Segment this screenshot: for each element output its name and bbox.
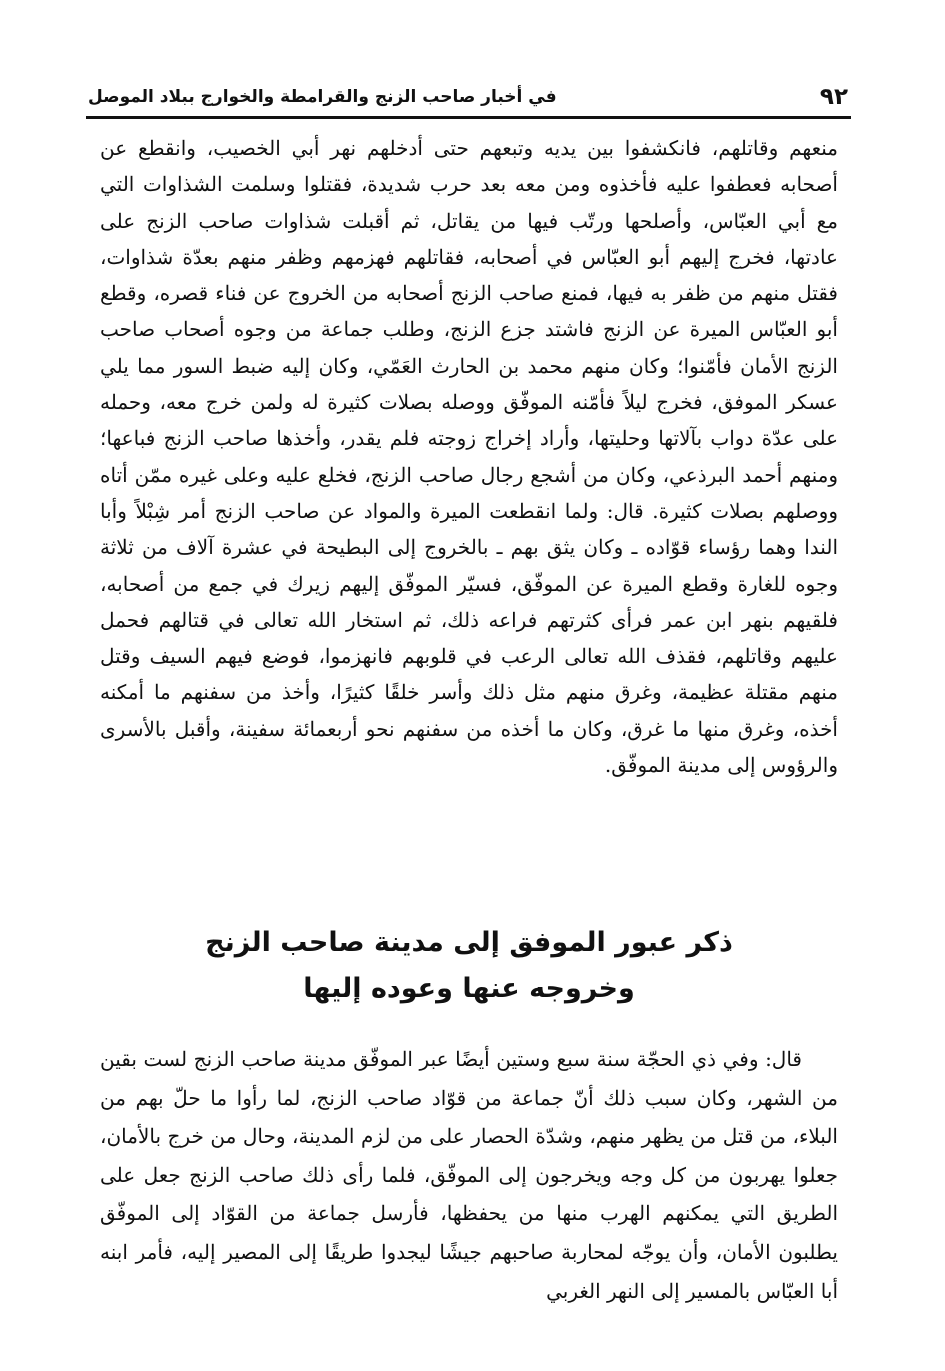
page-number: ٩٢ bbox=[819, 84, 848, 110]
section-heading-line-2: وخروجه عنها وعوده إليها bbox=[303, 973, 635, 1004]
body-paragraph-1: منعهم وقاتلهم، فانكشفوا بين يديه وتبعهم حتى أدخلهم نهر أبي الخصيب، وانقطع عن أصحابه فعطفوا عليه فأخذوه ومن معه بعد حرب شديدة، فقتلوا وسلمت الشذاوات التي مع أبي العبّاس، وأصلحها ورتّب فيها من يقاتل، ثم أقبلت شذاوات صاحب الزنج على عادتها، فخرج إليهم أبو العبّاس في أصحابه، فقاتلهم فهزمهم وظفر منهم بعدّة شذاوات، فقتل منهم من ظفر به فيها، فمنع صاحب الزنج أصحابه من الخروج عن فناء قصره، وقطع أبو العبّاس الميرة عن الزنج فاشتد جزع الزنج، وطلب جماعة من وجوه أصحاب صاحب الزنج الأمان فأمّنوا؛ وكان منهم محمد بن الحارث العَمّي، وكان إليه ضبط السور مما يلي عسكر الموفق، فخرج ليلاً فأمّنه الموفّق ووصله بصلات كثيرة له ولمن خرج معه، وحمله على عدّة دواب بآلاتها وحليتها، وأراد إخراج زوجته فلم يقدر، وأخذها صاحب الزنج فباعها؛ ومنهم أحمد البرذعي، وكان من أشجع رجال صاحب الزنج، فخلع عليه وعلى غيره ممّن أتاه ووصلهم بصلات كثيرة. قال: ولما انقطعت الميرة والمواد عن صاحب الزنج أمر شِبْلاً وأبا الندا وهما رؤساء قوّاده ـ وكان يثق بهم ـ بالخروج إلى البطيحة في عشرة آلاف من ثلاثة وجوه للغارة وقطع الميرة عن الموفّق، فسيّر الموفّق إليهم زيرك في جمع من أصحابه، فلقيهم بنهر ابن عمر فرأى كثرتهم فراعه ذلك، ثم استخار الله تعالى في قتالهم فحمل عليهم وقاتلهم، فقذف الله تعالى الرعب في قلوبهم فانهزموا، فوضع فيهم السيف وقتل منهم مقتلة عظيمة، وغرق منهم مثل ذلك وأسر خلقًا كثيرًا، وأخذ من سفنهم ما أمكنه أخذه، وغرق منها ما غرق، وكان ما أخذه من سفنهم نحو أربعمائة سفينة، وأقبل بالأسرى والرؤوس إلى مدينة الموفّق. bbox=[100, 136, 838, 778]
section-heading bbox=[100, 920, 838, 1012]
running-head bbox=[88, 76, 848, 112]
running-title: في أخبار صاحب الزنج والقرامطة والخوارج ببلاد الموصل bbox=[88, 87, 557, 107]
header-rule bbox=[86, 116, 851, 119]
body-paragraph-2: قال: وفي ذي الحجّة سنة سبع وستين أيضًا عبر الموفّق مدينة صاحب الزنج لست بقين من الشهر، وكان سبب ذلك أنّ جماعة من قوّاد صاحب الزنج، لما رأوا ما حلّ بهم من البلاء، من قتل من يظهر منهم، وشدّة الحصار على من لزم المدينة، وحال من خرج بالأمان، جعلوا يهربون من كل وجه ويخرجون إلى الموفّق، فلما رأى ذلك صاحب الزنج جعل على الطريق التي يمكنهم الهرب منها من يحفظها، فأرسل جماعة من القوّاد إلى الموفّق يطلبون الأمان، وأن يوجّه لمحاربة صاحبهم جيشًا ليجدوا طريقًا إلى المصير إليه، فأمر ابنه أبا العبّاس بالمسير إلى النهر الغربي bbox=[100, 1047, 838, 1303]
section-heading-line-1: ذكر عبور الموفق إلى مدينة صاحب الزنج bbox=[205, 927, 733, 958]
